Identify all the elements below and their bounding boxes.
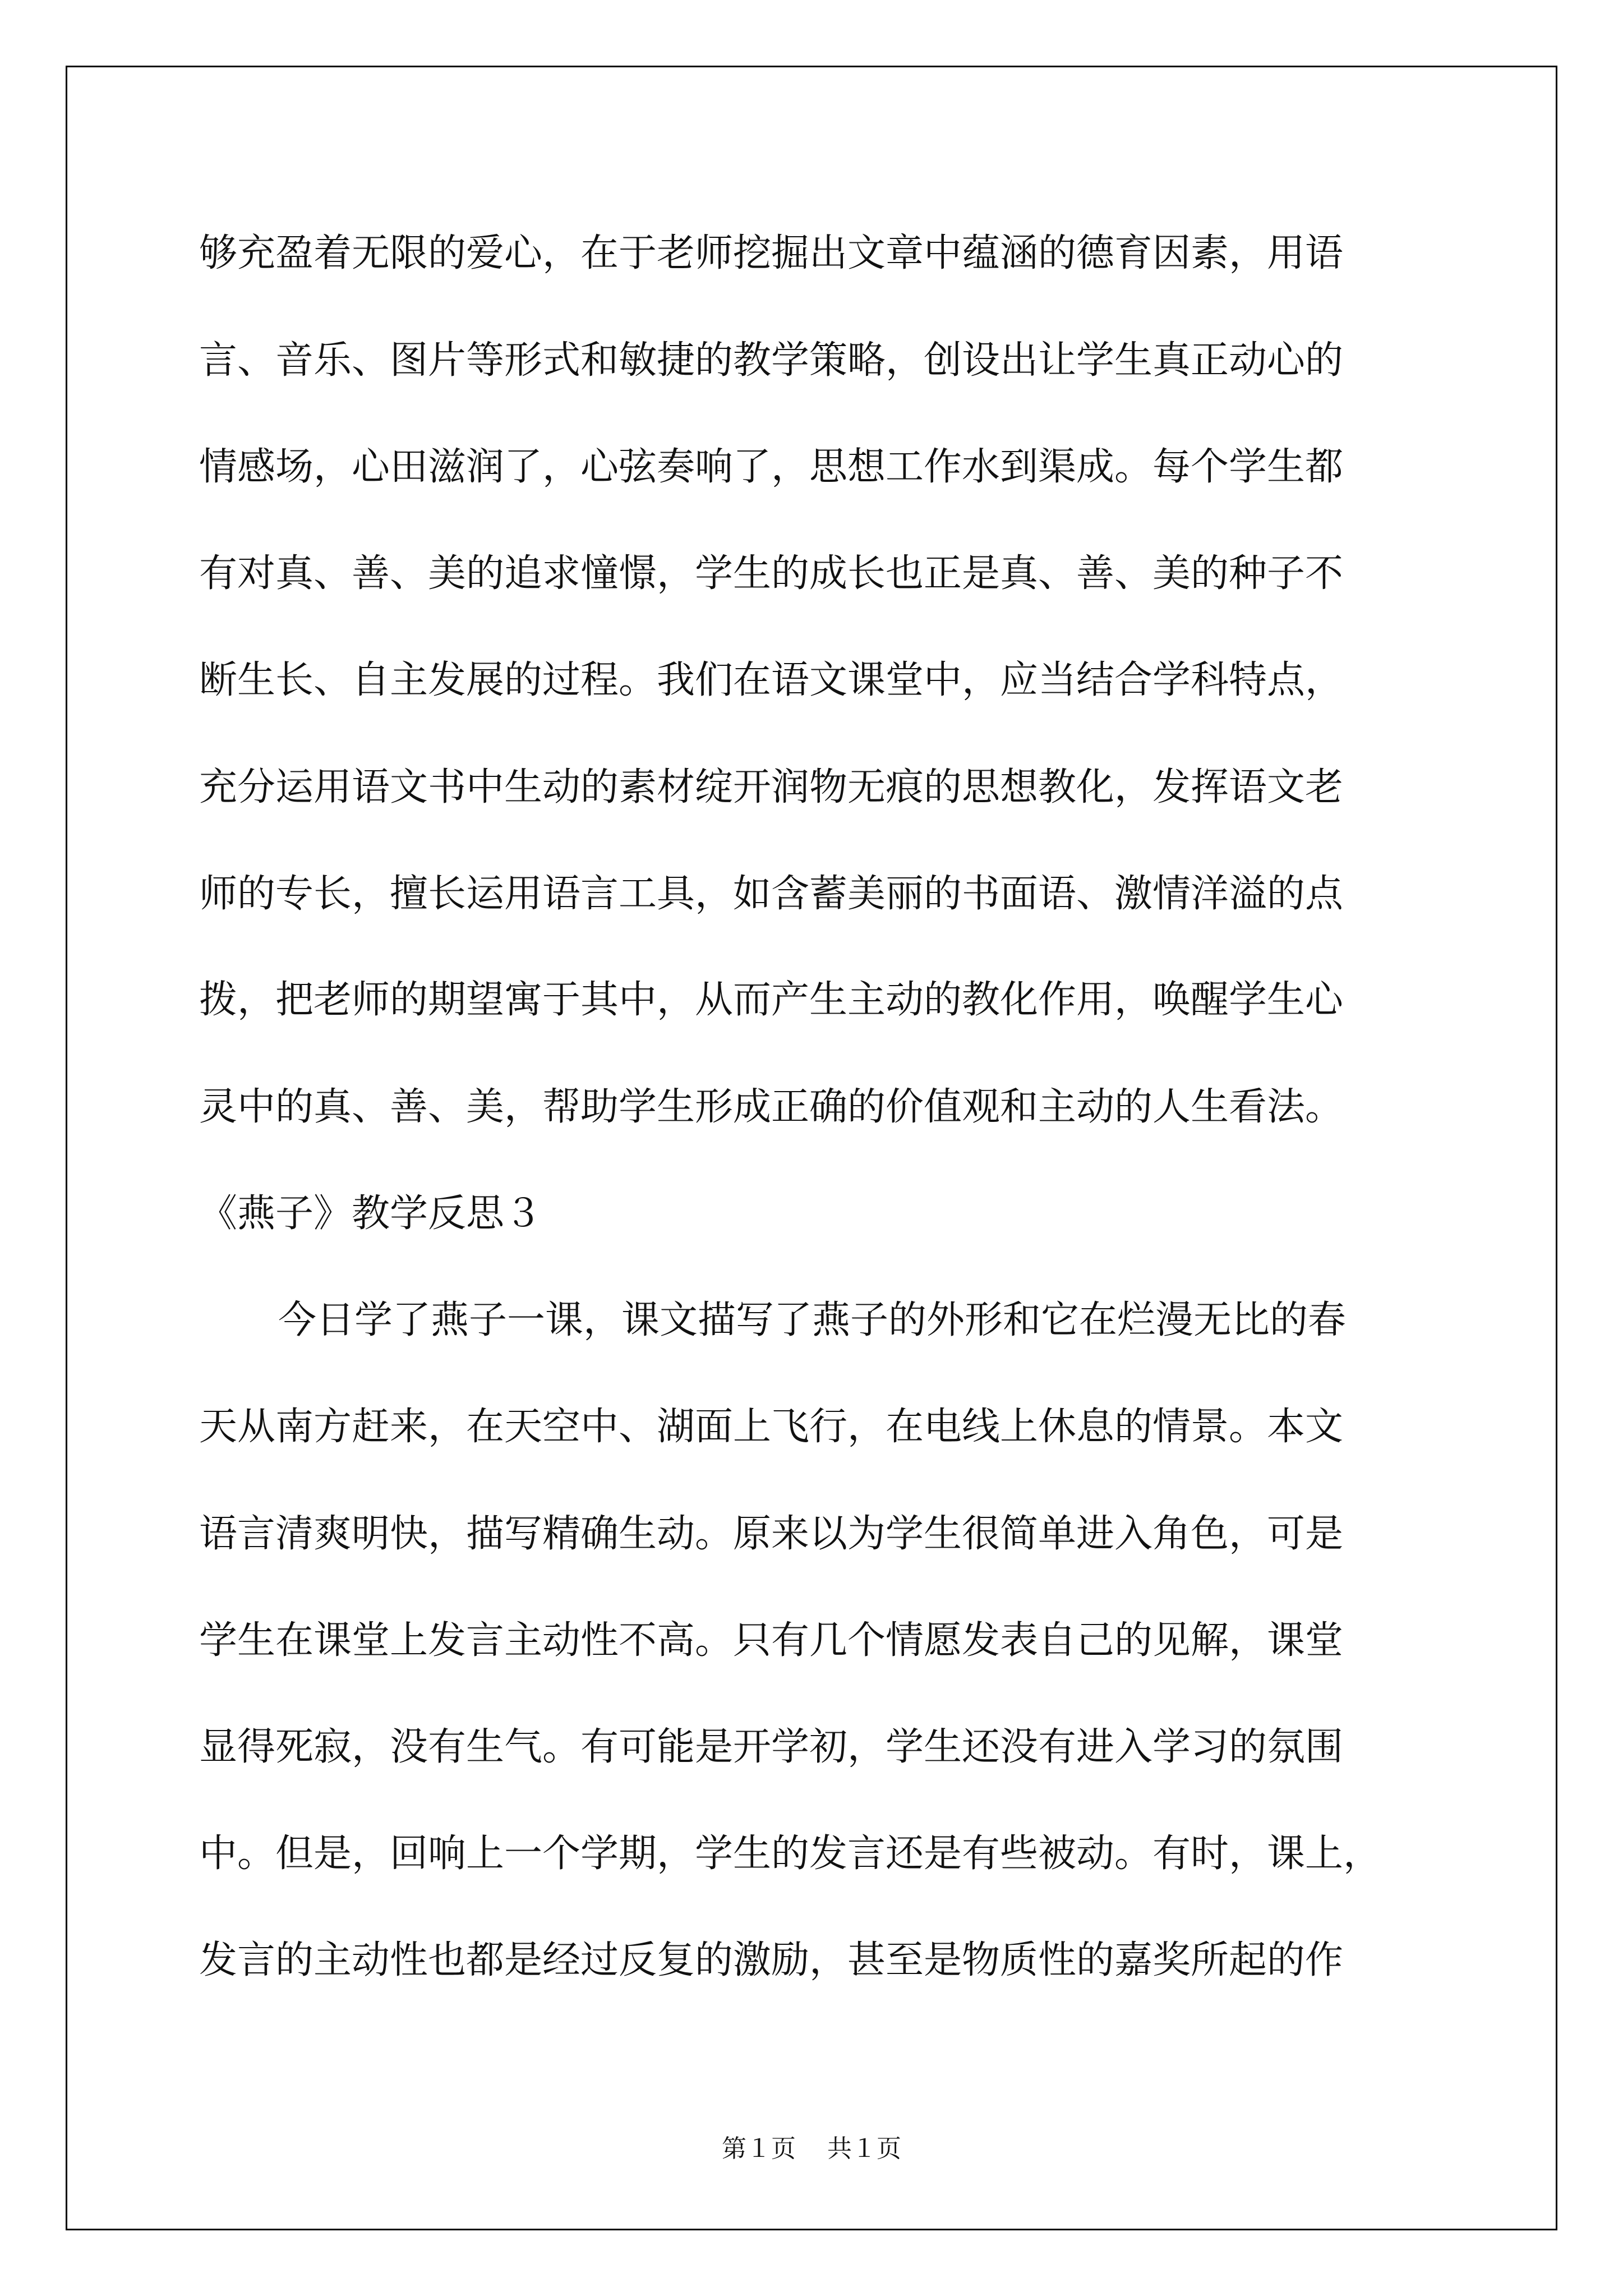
paragraph-line: 灵中的真、善、美，帮助学生形成正确的价值观和主动的人生看法。 [199,1085,1344,1129]
paragraph-line: 天从南方赶来，在天空中、湖面上飞行，在电线上休息的情景。本文 [199,1405,1344,1449]
paragraph-line: 发言的主动性也都是经过反复的激励，甚至是物质性的嘉奖所起的作 [199,1938,1344,1982]
paragraph-line: 断生长、自主发展的过程。我们在语文课堂中，应当结合学科特点， [199,658,1344,702]
paragraph-line: 充分运用语文书中生动的素材绽开润物无痕的思想教化，发挥语文老 [199,765,1344,809]
paragraph-line: 有对真、善、美的追求憧憬，学生的成长也正是真、善、美的种子不 [199,551,1344,596]
paragraph-line: 言、音乐、图片等形式和敏捷的教学策略，创设出让学生真正动心的 [199,338,1344,383]
paragraph-line: 显得死寂，没有生气。有可能是开学初，学生还没有进入学习的氛围 [199,1725,1344,1769]
paragraph-line: 师的专长，擅长运用语言工具，如含蓄美丽的书面语、激情洋溢的点 [199,872,1344,916]
page-footer [0,2135,1623,2163]
paragraph-line: 学生在课堂上发言主动性不高。只有几个情愿发表自己的见解，课堂 [199,1618,1344,1663]
page-number-current: 第１页 [722,2134,796,2163]
footer-spacer [796,2134,827,2163]
paragraph-line: 够充盈着无限的爱心，在于老师挖掘出文章中蕴涵的德育因素，用语 [199,231,1344,275]
section-heading: 《燕子》教学反思３ [199,1191,543,1236]
page-number-total: 共１页 [827,2134,901,2163]
paragraph-line: 今日学了燕子一课，课文描写了燕子的外形和它在烂漫无比的春 [278,1298,1347,1342]
page-border [66,66,1557,2230]
paragraph-line: 拨，把老师的期望寓于其中，从而产生主动的教化作用，唤醒学生心 [199,978,1344,1022]
paragraph-line: 中。但是，回响上一个学期，学生的发言还是有些被动。有时，课上， [199,1832,1382,1876]
paragraph-line: 语言清爽明快，描写精确生动。原来以为学生很简单进入角色，可是 [199,1512,1344,1556]
paragraph-line: 情感场，心田滋润了，心弦奏响了，思想工作水到渠成。每个学生都 [199,445,1344,489]
